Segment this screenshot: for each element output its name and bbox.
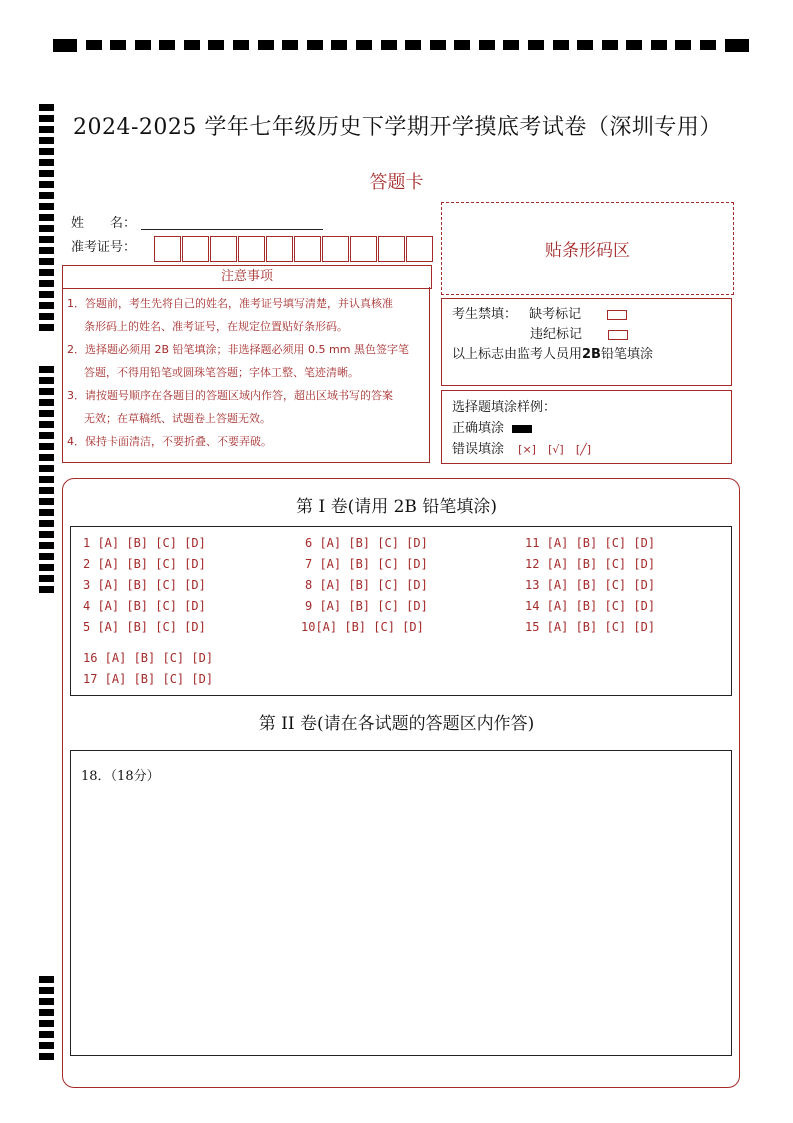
question-row[interactable]: 2 [A] [B] [C] [D]: [83, 557, 206, 571]
top-timing-marks: [53, 38, 749, 52]
id-digit-box[interactable]: [350, 236, 377, 262]
notice-line: 条形码上的姓名、准考证号，在规定位置贴好条形码。: [84, 320, 348, 333]
notice-heading: 注意事项: [62, 265, 432, 289]
question-row[interactable]: 12 [A] [B] [C] [D]: [525, 557, 656, 571]
question-18-label: 18．（18分）: [81, 769, 160, 784]
mcq-answer-box: [70, 526, 732, 696]
proctor-note: 以上标志由监考人员用: [452, 347, 583, 362]
notice-line: 3．请按题号顺序在各题目的答题区域内作答，超出区域书写的答案: [67, 389, 393, 402]
id-digit-box[interactable]: [322, 236, 349, 262]
question-row[interactable]: 7 [A] [B] [C] [D]: [305, 557, 428, 571]
correct-fill-sample: [512, 425, 532, 433]
notice-item: [67, 384, 425, 430]
name-field[interactable]: [141, 228, 323, 230]
notice-item: [67, 338, 425, 384]
question-row[interactable]: 17 [A] [B] [C] [D]: [83, 672, 214, 686]
notice-item: [67, 430, 425, 453]
essay-answer-box[interactable]: [70, 750, 732, 1056]
section2-title: 第 II 卷(请在各试题的答题区内作答): [258, 714, 535, 734]
question-row[interactable]: 9 [A] [B] [C] [D]: [305, 599, 428, 613]
notice-line: 答题，不得用铅笔或圆珠笔答题；字体工整、笔迹清晰。: [84, 366, 359, 379]
id-digit-box[interactable]: [210, 236, 237, 262]
question-row[interactable]: 8 [A] [B] [C] [D]: [305, 578, 428, 592]
id-digit-box[interactable]: [238, 236, 265, 262]
fill-example-heading: 选择题填涂样例：: [452, 400, 557, 415]
section1-title: 第 I 卷(请用 2B 铅笔填涂): [296, 497, 497, 517]
notice-box: [62, 287, 430, 463]
absent-mark-label: 缺考标记: [529, 307, 582, 322]
exam-id-boxes[interactable]: [154, 236, 434, 262]
exam-title: 2024-2025 学年七年级历史下学期开学摸底考试卷（深圳专用）: [73, 115, 722, 140]
violation-mark-label: 违纪标记: [530, 327, 583, 342]
notice-line: 4．保持卡面清洁，不要折叠、不要弄破。: [67, 435, 272, 448]
id-digit-box[interactable]: [266, 236, 293, 262]
question-row[interactable]: 16 [A] [B] [C] [D]: [83, 651, 214, 665]
id-digit-box[interactable]: [154, 236, 181, 262]
question-row[interactable]: 3 [A] [B] [C] [D]: [83, 578, 206, 592]
wrong-mark-x: [×]: [518, 443, 536, 456]
wrong-mark-slash: [╱]: [575, 443, 592, 456]
question-row[interactable]: 11 [A] [B] [C] [D]: [525, 536, 656, 550]
left-timing-marks-3: [39, 976, 53, 1064]
wrong-fill-label: 错误填涂: [452, 442, 505, 457]
question-row[interactable]: 1 [A] [B] [C] [D]: [83, 536, 206, 550]
card-title: 答题卡: [369, 172, 424, 193]
question-row[interactable]: 5 [A] [B] [C] [D]: [83, 620, 206, 634]
violation-mark-box[interactable]: [608, 330, 628, 340]
barcode-label: 贴条形码区: [545, 241, 630, 261]
question-row[interactable]: 6 [A] [B] [C] [D]: [305, 536, 428, 550]
notice-line: 无效；在草稿纸、试题卷上答题无效。: [84, 412, 271, 425]
barcode-area: [441, 202, 734, 295]
question-row[interactable]: 15 [A] [B] [C] [D]: [525, 620, 656, 634]
notice-item: [67, 292, 425, 338]
proctor-label: 考生禁填：: [452, 307, 518, 322]
id-digit-box[interactable]: [406, 236, 433, 262]
fill-example-box: [441, 390, 732, 464]
exam-id-label: 准考证号：: [71, 240, 137, 255]
left-timing-marks-2: [39, 366, 53, 597]
notice-line: 1．答题前，考生先将自己的姓名，准考证号填写清楚，并认真核准: [67, 297, 393, 310]
question-row[interactable]: 10[A] [B] [C] [D]: [301, 620, 424, 634]
wrong-mark-check: [√]: [548, 443, 564, 456]
question-row[interactable]: 14 [A] [B] [C] [D]: [525, 599, 656, 613]
correct-fill-label: 正确填涂: [452, 421, 505, 436]
proctor-note-suffix: 铅笔填涂: [600, 347, 653, 362]
id-digit-box[interactable]: [378, 236, 405, 262]
id-digit-box[interactable]: [182, 236, 209, 262]
notice-line: 2．选择题必须用 2B 铅笔填涂；非选择题必须用 0.5 mm 黑色签字笔: [67, 343, 409, 356]
absent-mark-box[interactable]: [607, 310, 627, 320]
proctor-note-bold: 2B: [582, 347, 601, 362]
question-row[interactable]: 13 [A] [B] [C] [D]: [525, 578, 656, 592]
left-timing-marks-1: [39, 104, 53, 335]
question-row[interactable]: 4 [A] [B] [C] [D]: [83, 599, 206, 613]
name-label: 姓 名：: [71, 216, 137, 231]
id-digit-box[interactable]: [294, 236, 321, 262]
proctor-box: [441, 298, 732, 386]
